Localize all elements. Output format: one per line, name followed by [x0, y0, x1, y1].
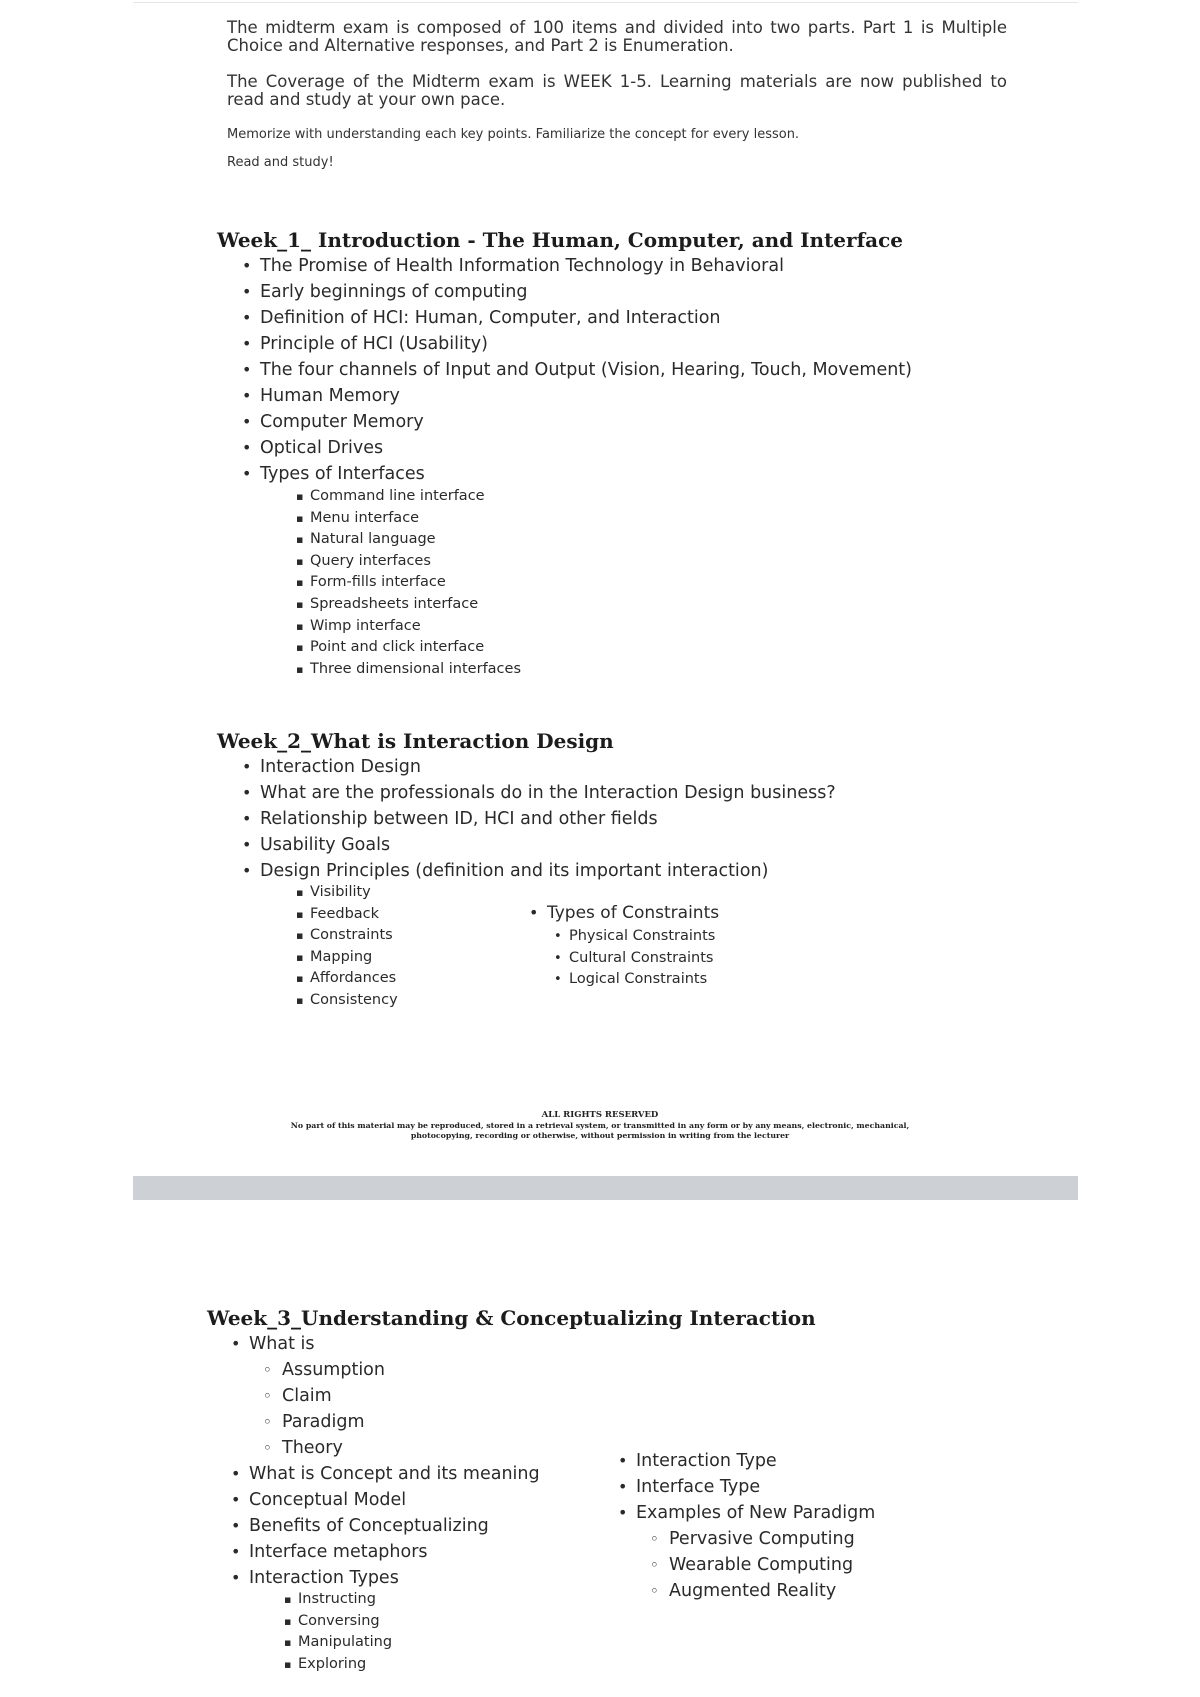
- week3-paradigm-list: [669, 1526, 855, 1604]
- rights-line-2: photocopying, recording or otherwise, without permission in writing from the lecturer: [410, 1131, 790, 1140]
- week1-topic-list: [260, 253, 912, 487]
- week3-what-is-list: [249, 1331, 315, 1357]
- list-item: • Interface metaphors: [249, 1539, 540, 1565]
- list-item: • Interaction Type: [636, 1448, 875, 1474]
- rights-footer: [240, 1110, 960, 1141]
- list-item: • Benefits of Conceptualizing: [249, 1513, 540, 1539]
- week3-topic-list: [249, 1461, 540, 1591]
- list-item: ▪ Conversing: [298, 1611, 392, 1633]
- list-item: • Definition of HCI: Human, Computer, and Interaction: [260, 305, 912, 331]
- list-item: ▪ Visibility: [310, 882, 398, 904]
- week2-constraints-list: [569, 926, 715, 991]
- week3-right-list: [636, 1448, 875, 1526]
- list-item: ▪ Point and click interface: [310, 637, 521, 659]
- list-item: • Types of Constraints: [547, 900, 719, 926]
- list-item: ▪ Instructing: [298, 1589, 392, 1611]
- list-item: ◦ Augmented Reality: [669, 1578, 855, 1604]
- list-item: ▪ Mapping: [310, 947, 398, 969]
- list-item: ▪ Consistency: [310, 990, 398, 1012]
- list-item: • Interface Type: [636, 1474, 875, 1500]
- list-item: ▪ Query interfaces: [310, 551, 521, 573]
- week2-principles-list: [310, 882, 398, 1012]
- week2-heading: Week_2_What is Interaction Design: [217, 729, 614, 753]
- list-item: ▪ Wimp interface: [310, 616, 521, 638]
- list-item: • Interaction Types: [249, 1565, 540, 1591]
- list-item: ▪ Form-fills interface: [310, 572, 521, 594]
- list-item: • Early beginnings of computing: [260, 279, 912, 305]
- week1-heading: Week_1_ Introduction - The Human, Computer, and Interface: [217, 228, 904, 252]
- list-item: ▪ Affordances: [310, 968, 398, 990]
- rights-title: ALL RIGHTS RESERVED: [541, 1110, 659, 1120]
- list-item: • Usability Goals: [260, 832, 836, 858]
- list-item: ▪ Exploring: [298, 1654, 392, 1676]
- list-item: • The Promise of Health Information Technology in Behavioral: [260, 253, 912, 279]
- list-item: ▪ Manipulating: [298, 1632, 392, 1654]
- list-item: • Interaction Design: [260, 754, 836, 780]
- list-item: ▪ Natural language: [310, 529, 521, 551]
- list-item: ◦ Theory: [282, 1435, 385, 1461]
- list-item: • Principle of HCI (Usability): [260, 331, 912, 357]
- list-item: • What is Concept and its meaning: [249, 1461, 540, 1487]
- intro-paragraph-1: The midterm exam is composed of 100 items and divided into two parts. Part 1 is Multiple Choice and Alternative responses, and Part 2 is Enumeration.: [227, 18, 1007, 55]
- week1-interface-types-list: [310, 486, 521, 680]
- list-item: • Cultural Constraints: [569, 948, 715, 970]
- list-item: ▪ Feedback: [310, 904, 398, 926]
- list-item: • Conceptual Model: [249, 1487, 540, 1513]
- list-item: ◦ Pervasive Computing: [669, 1526, 855, 1552]
- list-item: ▪ Three dimensional interfaces: [310, 659, 521, 681]
- list-item: • Computer Memory: [260, 409, 912, 435]
- list-item: • Human Memory: [260, 383, 912, 409]
- intro-paragraph-2: The Coverage of the Midterm exam is WEEK 1-5. Learning materials are now published to read and study at your own pace.: [227, 72, 1007, 109]
- list-item: • Types of Interfaces: [260, 461, 912, 487]
- week2-constraints-heading-list: [547, 900, 719, 926]
- list-item: ▪ Menu interface: [310, 508, 521, 530]
- intro-read-study: Read and study!: [227, 155, 334, 170]
- list-item: • Design Principles (definition and its important interaction): [260, 858, 836, 884]
- list-item: ▪ Command line interface: [310, 486, 521, 508]
- page-break-band: [133, 1176, 1078, 1200]
- list-item: • Optical Drives: [260, 435, 912, 461]
- list-item: • Examples of New Paradigm: [636, 1500, 875, 1526]
- list-item: • Logical Constraints: [569, 969, 715, 991]
- list-item: ◦ Paradigm: [282, 1409, 385, 1435]
- rights-line-1: No part of this material may be reproduced, stored in a retrieval system, or transmitted in any form or by any means, electronic, mechanical,: [290, 1121, 910, 1130]
- week3-heading: Week_3_Understanding & Conceptualizing Interaction: [207, 1306, 816, 1330]
- list-item: ▪ Constraints: [310, 925, 398, 947]
- week3-interaction-types-list: [298, 1589, 392, 1675]
- list-item: • Physical Constraints: [569, 926, 715, 948]
- list-item: ▪ Spreadsheets interface: [310, 594, 521, 616]
- list-item: • Relationship between ID, HCI and other fields: [260, 806, 836, 832]
- list-item: ◦ Claim: [282, 1383, 385, 1409]
- list-item: • The four channels of Input and Output (Vision, Hearing, Touch, Movement): [260, 357, 912, 383]
- week2-topic-list: [260, 754, 836, 884]
- list-item: • What are the professionals do in the Interaction Design business?: [260, 780, 836, 806]
- list-item: ◦ Wearable Computing: [669, 1552, 855, 1578]
- week3-what-is-items: [282, 1357, 385, 1461]
- intro-note: Memorize with understanding each key points. Familiarize the concept for every lesson.: [227, 127, 800, 142]
- list-item: ◦ Assumption: [282, 1357, 385, 1383]
- list-item: • What is: [249, 1331, 315, 1357]
- top-divider: [133, 2, 1078, 3]
